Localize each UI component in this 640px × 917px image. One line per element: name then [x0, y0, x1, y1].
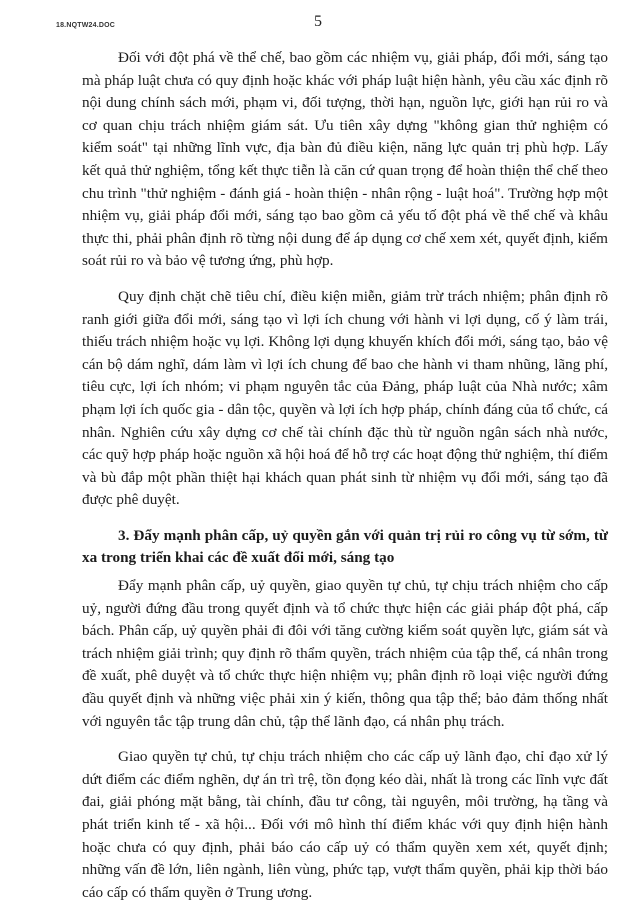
body-paragraph: Giao quyền tự chủ, tự chịu trách nhiệm cho các cấp uỷ lãnh đạo, chỉ đạo xử lý dứt điểm các điểm nghẽn, dự án trì trệ, tồn đọng kéo dài, nhất là trong các lĩnh vực đất đai, giải phóng mặt bằng, tài chính, đầu tư công, tài nguyên, môi trường, hạ tầng và phát triển kinh tế - xã hội... Đối với mô hình thí điểm khác với quy định hiện hành hoặc chưa có quy định, phải báo cáo cấp uỷ có thẩm quyền xem xét, quyết định; những vấn đề lớn, liên ngành, liên vùng, phức tạp, vượt thẩm quyền, phải kịp thời báo cáo cấp có thẩm quyền ở Trung ương.	[82, 748, 608, 901]
body-paragraph: Đối với đột phá về thể chế, bao gồm các nhiệm vụ, giải pháp, đổi mới, sáng tạo mà pháp luật chưa có quy định hoặc khác với pháp luật hiện hành, yêu cầu xác định rõ nội dung chính sách mới, phạm vi, đối tượng, thời hạn, nguồn lực, giới hạn rủi ro và cơ quan chịu trách nhiệm giám sát. Ưu tiên xây dựng "không gian thử nghiệm có kiểm soát" tại những lĩnh vực, địa bàn đủ điều kiện, năng lực quản trị phù hợp. Lấy kết quả thử nghiệm, tổng kết thực tiễn là căn cứ quan trọng để hoàn thiện thể chế theo chu trình "thử nghiệm - đánh giá - hoàn thiện - nhân rộng - luật hoá". Trường hợp một nhiệm vụ, giải pháp đổi mới, sáng tạo bao gồm cả yếu tố đột phá về thể chế và khâu thực thi, phải phân định rõ từng nội dung để áp dụng cơ chế xem xét, quyết định, kiểm soát rủi ro và bảo vệ tương ứng, phù hợp.	[82, 49, 609, 270]
document-body	[82, 47, 608, 917]
body-paragraph: Đẩy mạnh phân cấp, uỷ quyền, giao quyền tự chủ, tự chịu trách nhiệm cho cấp uỷ, người đứng đầu trong quyết định và tổ chức thực hiện các giải pháp đột phá, cấp bách. Phân cấp, uỷ quyền phải đi đôi với tăng cường kiểm soát quyền lực, giám sát và trách nhiệm giải trình; quy định rõ thẩm quyền, trách nhiệm của tập thể, cá nhân trong đề xuất, phê duyệt và tổ chức thực hiện nhiệm vụ; phân định rõ loại việc người đứng đầu quyết định và những việc phải xin ý kiến, thông qua tập thể; bảo đảm thống nhất với nguyên tắc tập trung dân chủ, tập thể lãnh đạo, cá nhân phụ trách.	[82, 577, 608, 730]
page-number: 5	[314, 13, 322, 30]
document-code: 18.NQTW24.DOC	[56, 22, 115, 29]
section-heading: 3. Đẩy mạnh phân cấp, uỷ quyền gắn với quản trị rủi ro công vụ từ sớm, từ xa trong triển khai các đề xuất đổi mới, sáng tạo	[82, 526, 608, 567]
body-paragraph: Quy định chặt chẽ tiêu chí, điều kiện miễn, giảm trừ trách nhiệm; phân định rõ ranh giới giữa đổi mới, sáng tạo vì lợi ích chung với hành vi lợi dụng, cố ý làm trái, thiếu trách nhiệm hoặc vụ lợi. Không lợi dụng khuyến khích đổi mới, sáng tạo, bảo vệ cán bộ dám nghĩ, dám làm vì lợi ích chung để bao che hành vi tham nhũng, lãng phí, tiêu cực, lợi ích nhóm; vi phạm nguyên tắc của Đảng, pháp luật của Nhà nước; xâm phạm lợi ích quốc gia - dân tộc, quyền và lợi ích hợp pháp, chính đáng của tổ chức, cá nhân. Nghiên cứu xây dựng cơ chế tài chính đặc thù từ nguồn ngân sách nhà nước, các quỹ hợp pháp hoặc nguồn xã hội hoá để hỗ trợ các hoạt động thử nghiệm, thí điểm và bù đắp một phần thiệt hại khách quan phát sinh từ nhiệm vụ đổi mới, sáng tạo đã được phê duyệt.	[82, 287, 608, 509]
